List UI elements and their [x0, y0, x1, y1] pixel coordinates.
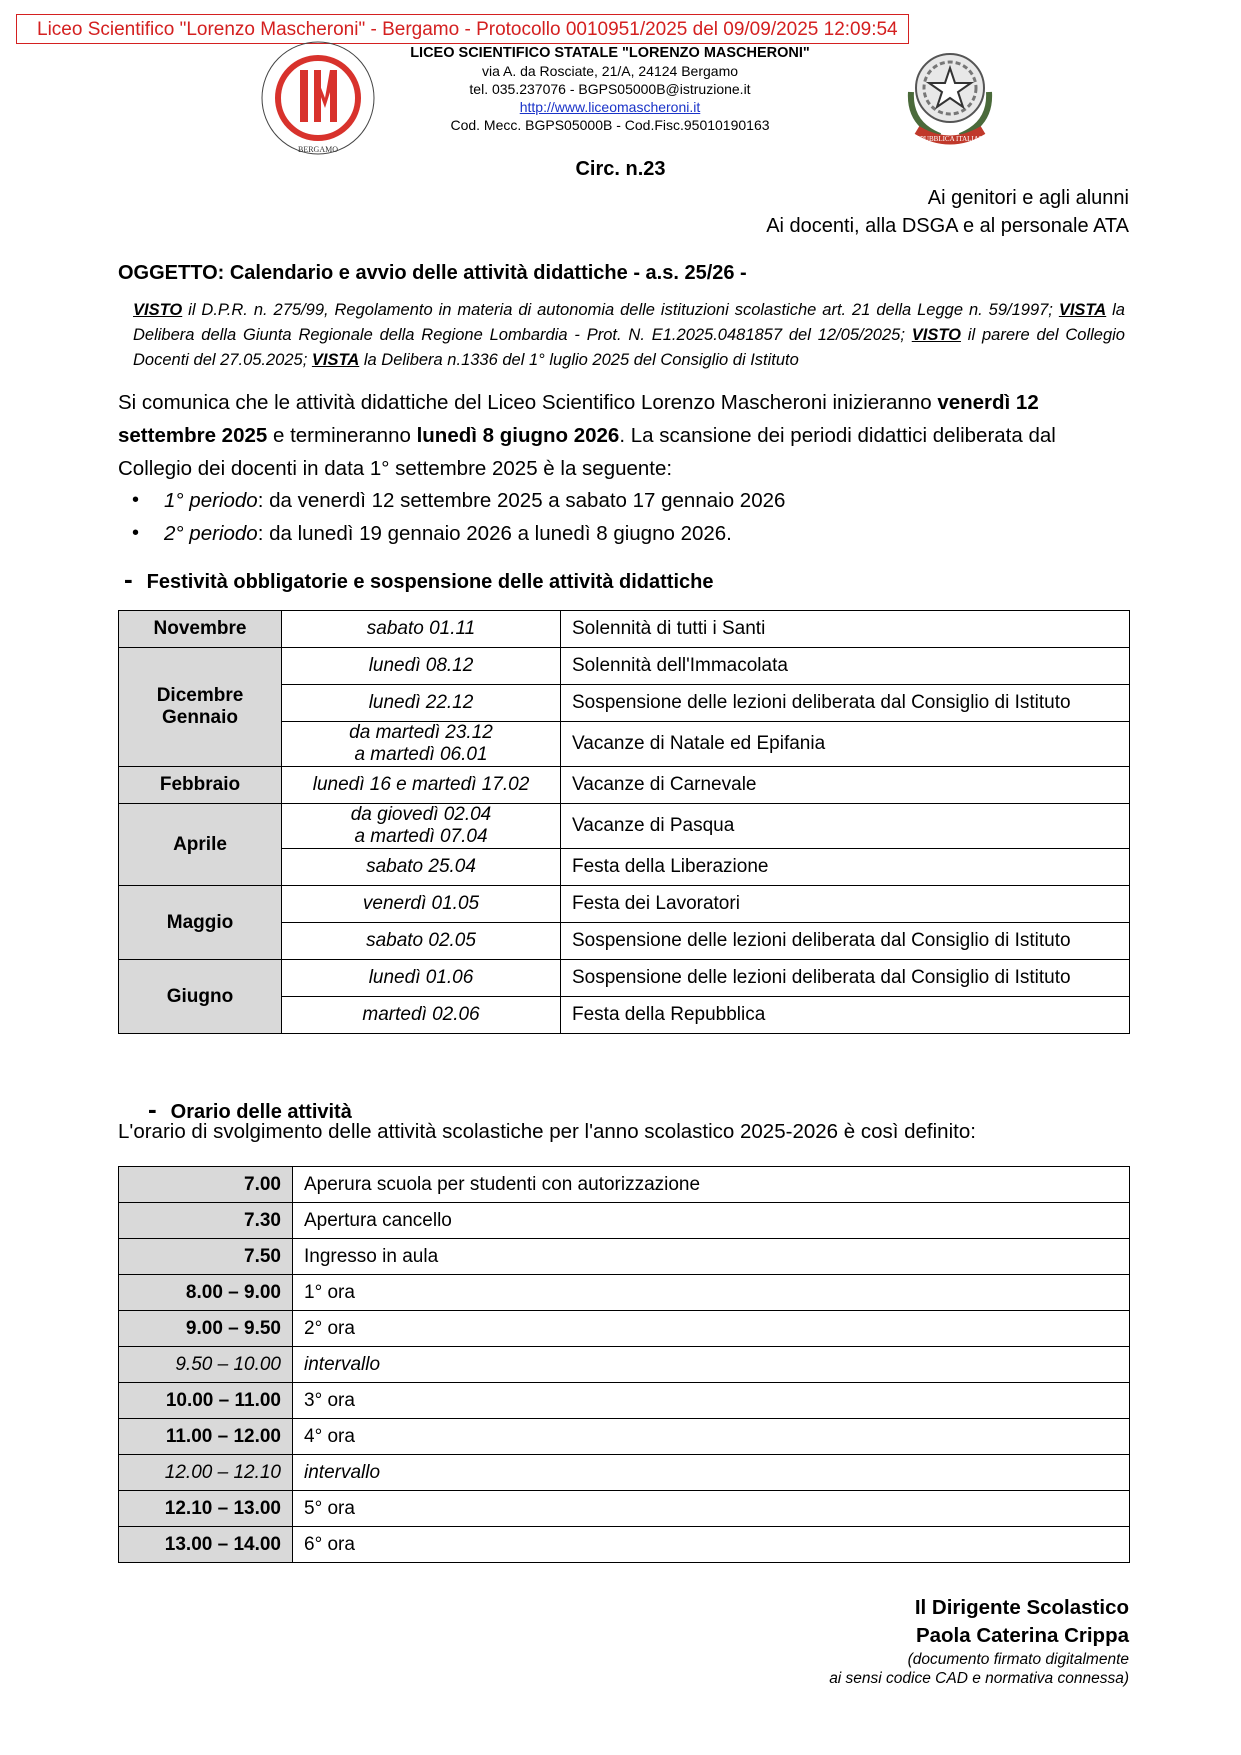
time-cell: 10.00 – 11.00 — [119, 1383, 293, 1419]
table-row — [119, 1491, 1130, 1527]
signer-role: Il Dirigente Scolastico — [914, 1596, 1129, 1619]
date-cell: lunedì 01.06 — [282, 960, 561, 997]
time-cell: 7.50 — [119, 1239, 293, 1275]
reference-text: la Delibera n.1336 del 1° luglio 2025 del Consiglio di Istituto — [359, 351, 799, 369]
intro-text: Si comunica che le attività didattiche del Liceo Scientifico Lorenzo Mascheroni inizieranno — [118, 391, 938, 414]
table-row — [119, 1239, 1130, 1275]
reference-keyword: VISTO — [133, 301, 183, 319]
table-row — [119, 1455, 1130, 1491]
month-cell: Febbraio — [119, 767, 282, 804]
table-row — [119, 886, 1130, 923]
time-cell: 7.30 — [119, 1203, 293, 1239]
table-row — [119, 1527, 1130, 1563]
reference-keyword: VISTA — [1058, 301, 1107, 319]
period-text: : da venerdì 12 settembre 2025 a sabato 17 gennaio 2026 — [257, 489, 786, 512]
date-cell: lunedì 22.12 — [282, 685, 561, 722]
reference-keyword: VISTA — [311, 351, 360, 369]
activity-cell: 5° ora — [293, 1491, 1130, 1527]
circolare-number: Circ. n.23 — [575, 158, 666, 180]
recipient-line: Ai docenti, alla DSGA e al personale ATA — [766, 215, 1129, 237]
signature-block — [829, 1594, 1129, 1688]
description-cell: Festa dei Lavoratori — [561, 886, 1130, 923]
activity-cell: Aperura scuola per studenti con autorizzazione — [293, 1167, 1130, 1203]
date-cell: da giovedì 02.04 a martedì 07.04 — [282, 804, 561, 849]
description-cell: Sospensione delle lezioni deliberata dal Consiglio di Istituto — [561, 960, 1130, 997]
month-cell: Novembre — [119, 611, 282, 648]
date-cell: da martedì 23.12 a martedì 06.01 — [282, 722, 561, 767]
table-row — [119, 648, 1130, 685]
table-row — [119, 1275, 1130, 1311]
school-contacts: tel. 035.237076 - BGPS05000B@istruzione.it — [469, 81, 751, 97]
activity-cell: 4° ora — [293, 1419, 1130, 1455]
signer-name: Paola Caterina Crippa — [915, 1624, 1129, 1647]
list-item — [118, 517, 785, 550]
time-cell: 9.00 – 9.50 — [119, 1311, 293, 1347]
period-name: 1° periodo — [164, 489, 258, 512]
recipient-line: Ai genitori e agli alunni — [927, 187, 1129, 209]
legal-references — [133, 298, 1125, 373]
description-cell: Vacanze di Natale ed Epifania — [561, 722, 1130, 767]
periods-list — [118, 484, 785, 550]
activity-cell: 6° ora — [293, 1527, 1130, 1563]
table-row — [119, 804, 1130, 849]
table-row — [119, 1347, 1130, 1383]
start-date: venerdì 12 settembre 2025 — [118, 391, 1039, 447]
description-cell: Solennità dell'Immacolata — [561, 648, 1130, 685]
table-row — [119, 1383, 1130, 1419]
time-cell: 7.00 — [119, 1167, 293, 1203]
month-cell: Dicembre Gennaio — [119, 648, 282, 767]
reference-text: la Delibera della Giunta Regionale della Regione Lombardia - Prot. N. E1.2025.0481857 del 12/05/2025; — [133, 301, 1125, 344]
schedule-table — [118, 1166, 1130, 1563]
date-cell: lunedì 08.12 — [282, 648, 561, 685]
description-cell: Vacanze di Pasqua — [561, 804, 1130, 849]
month-cell: Maggio — [119, 886, 282, 960]
period-name: 2° periodo — [164, 522, 258, 545]
school-address: via A. da Rosciate, 21/A, 24124 Bergamo — [481, 63, 739, 79]
date-cell: lunedì 16 e martedì 17.02 — [282, 767, 561, 804]
school-header — [380, 44, 840, 134]
table-row — [119, 1419, 1130, 1455]
holidays-table — [118, 610, 1130, 1034]
section-title-holidays: - Festività obbligatorie e sospensione delle attività didattiche — [124, 564, 714, 594]
table-row — [119, 1203, 1130, 1239]
description-cell: Festa della Liberazione — [561, 849, 1130, 886]
orario-intro: L'orario di svolgimento delle attività scolastiche per l'anno scolastico 2025-2026 è così definito: — [118, 1120, 976, 1143]
activity-cell: Apertura cancello — [293, 1203, 1130, 1239]
svg-text:REPUBBLICA ITALIANA: REPUBBLICA ITALIANA — [911, 135, 989, 143]
month-cell: Aprile — [119, 804, 282, 886]
activity-cell: intervallo — [293, 1455, 1130, 1491]
table-row — [119, 1311, 1130, 1347]
reference-keyword: VISTO — [911, 326, 961, 344]
description-cell: Festa della Repubblica — [561, 997, 1130, 1034]
description-cell: Vacanze di Carnevale — [561, 767, 1130, 804]
table-row — [119, 611, 1130, 648]
date-cell: sabato 25.04 — [282, 849, 561, 886]
end-date: lunedì 8 giugno 2026 — [416, 424, 620, 447]
time-cell: 12.00 – 12.10 — [119, 1455, 293, 1491]
activity-cell: 2° ora — [293, 1311, 1130, 1347]
school-logo — [258, 38, 378, 158]
time-cell: 13.00 – 14.00 — [119, 1527, 293, 1563]
time-cell: 12.10 – 13.00 — [119, 1491, 293, 1527]
time-cell: 11.00 – 12.00 — [119, 1419, 293, 1455]
intro-text: e termineranno — [267, 424, 417, 447]
intro-text: . La scansione dei periodi didattici deliberata dal Collegio dei docenti in data 1° settembre 2025 è la seguente: — [118, 424, 1056, 480]
section-title-orario: - Orario delle attività — [148, 1094, 352, 1124]
time-cell: 9.50 – 10.00 — [119, 1347, 293, 1383]
reference-text: il parere del Collegio Docenti del 27.05.2025; — [133, 326, 1125, 369]
italian-republic-emblem-icon — [895, 32, 1005, 150]
activity-cell: 1° ora — [293, 1275, 1130, 1311]
section-title-text: Orario delle attività — [170, 1101, 352, 1123]
date-cell: sabato 01.11 — [282, 611, 561, 648]
time-cell: 8.00 – 9.00 — [119, 1275, 293, 1311]
date-cell: venerdì 01.05 — [282, 886, 561, 923]
list-item — [118, 484, 785, 517]
subject-line: OGGETTO: Calendario e avvio delle attività didattiche - a.s. 25/26 - — [118, 262, 747, 284]
description-cell: Solennità di tutti i Santi — [561, 611, 1130, 648]
table-row — [119, 1167, 1130, 1203]
description-cell: Sospensione delle lezioni deliberata dal Consiglio di Istituto — [561, 685, 1130, 722]
protocol-stamp: Liceo Scientifico "Lorenzo Mascheroni" - Bergamo - Protocollo 0010951/2025 del 09/09/2025 12:09:54 — [16, 14, 909, 44]
table-row — [119, 960, 1130, 997]
signature-note: ai sensi codice CAD e normativa connessa) — [829, 1670, 1129, 1687]
svg-text:BERGAMO: BERGAMO — [297, 145, 339, 154]
date-cell: sabato 02.05 — [282, 923, 561, 960]
month-cell: Giugno — [119, 960, 282, 1034]
period-text: : da lunedì 19 gennaio 2026 a lunedì 8 giugno 2026. — [257, 522, 732, 545]
signature-note: (documento firmato digitalmente — [907, 1651, 1129, 1668]
table-row — [119, 767, 1130, 804]
school-name: LICEO SCIENTIFICO STATALE "LORENZO MASCHERONI" — [410, 45, 810, 61]
intro-paragraph — [118, 386, 1130, 485]
date-cell: martedì 02.06 — [282, 997, 561, 1034]
school-codes: Cod. Mecc. BGPS05000B - Cod.Fisc.95010190163 — [450, 117, 770, 133]
recipients — [766, 184, 1129, 240]
section-title-text: Festività obbligatorie e sospensione delle attività didattiche — [146, 571, 714, 593]
activity-cell: intervallo — [293, 1347, 1130, 1383]
activity-cell: Ingresso in aula — [293, 1239, 1130, 1275]
activity-cell: 3° ora — [293, 1383, 1130, 1419]
reference-text: il D.P.R. n. 275/99, Regolamento in materia di autonomia delle istituzioni scolastiche art. 21 della Legge n. 59/1997; — [182, 301, 1059, 319]
school-website-link[interactable]: http://www.liceomascheroni.it — [519, 99, 701, 115]
description-cell: Sospensione delle lezioni deliberata dal Consiglio di Istituto — [561, 923, 1130, 960]
